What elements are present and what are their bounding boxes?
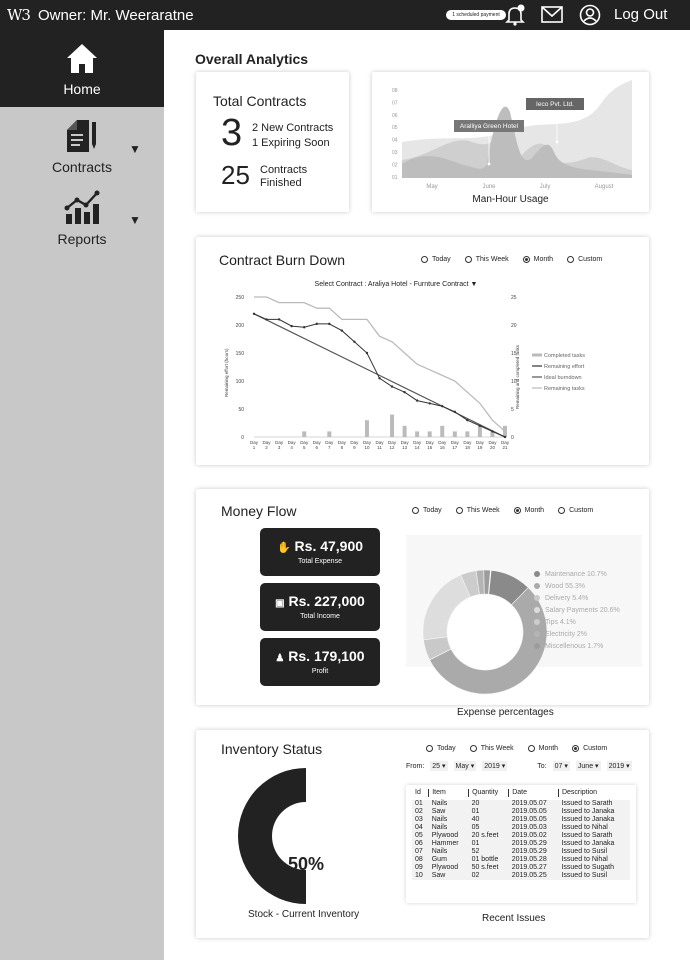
right-axis-label: Remaining and completed tasks [515,344,520,409]
remaining-effort-point [403,391,405,393]
bell-icon[interactable] [505,4,525,26]
table-cell: 02 [415,808,423,815]
table-cell: Issued to Susil [561,872,607,879]
man-hour-x-tick: May [426,184,438,190]
remaining-effort-point [328,323,330,325]
burndown-filter-month[interactable]: Month [523,256,553,263]
legend-label: Completed tasks [544,353,585,359]
burndown-filter-week[interactable]: This Week [465,256,509,263]
inventory-column-header: Date [509,789,559,799]
inventory-column-header: Quantity [469,789,509,799]
radio-icon[interactable] [426,745,433,752]
stock-gauge [236,766,376,906]
remaining-effort-point [278,318,280,320]
day-tick-number: 19 [477,445,483,450]
expiring-contracts-text: 1 Expiring Soon [252,137,330,149]
day-tick-number: 3 [277,445,281,450]
table-cell: 20 [471,800,480,807]
remaining-effort-point [504,436,506,438]
table-cell: 01 [471,808,480,815]
completed-task-bar [302,431,306,437]
contract-icon [63,118,101,156]
legend-label: Remaining tasks [544,386,585,392]
remaining-effort-point [416,399,418,401]
remaining-effort-point [341,329,343,331]
finished-label-2: Finished [260,177,302,189]
inventory-column-header: Item [429,789,469,799]
table-cell: 2019.05.05 [511,816,547,823]
right-axis-tick: 25 [511,295,517,301]
sidebar-label-reports: Reports [57,231,107,247]
day-tick-label: Day [388,440,397,445]
remaining-effort-point [303,326,305,328]
chart-icon [64,190,100,226]
left-axis-tick: 150 [235,351,244,357]
table-cell: 2019.05.07 [511,800,547,807]
man-hour-x-tick: June [482,184,496,190]
stock-percent: 50% [287,854,325,874]
radio-selected-icon[interactable] [572,745,579,752]
expense-legend-item [534,628,620,640]
inventory-filter-group [426,745,607,752]
table-cell: 2019.05.29 [511,840,547,847]
sidebar-label-home: Home [63,81,101,97]
finished-contracts-count: 25 [221,160,250,190]
day-tick-label: Day [400,440,409,445]
man-hour-x-tick: July [539,184,551,190]
table-cell: 50 s.feet [471,864,499,871]
table-cell: 40 [471,816,480,823]
main-content [164,30,690,960]
day-tick-label: Day [425,440,434,445]
expense-legend-item [534,616,620,628]
day-tick-number: 16 [439,445,445,450]
table-row[interactable] [412,848,630,856]
table-cell: 09 [415,864,423,871]
table-row[interactable] [412,799,630,809]
inventory-column-header: Id [415,789,421,796]
day-tick-number: 6 [315,445,319,450]
sidebar-label-contracts: Contracts [52,159,112,175]
man-hour-y-tick: 01 [392,174,398,181]
table-cell: Issued to Susil [561,848,607,855]
burndown-filter-today[interactable]: Today [421,256,451,263]
profit-caption: Profit [311,668,329,675]
man-hour-y-tick: 07 [392,100,398,107]
day-tick-label: Day [312,440,321,445]
table-cell: Issued to Nihal [561,856,608,863]
remaining-effort-point [466,419,468,421]
day-tick-number: 17 [452,445,458,450]
man-hour-caption: Man-Hour Usage [472,194,549,205]
table-cell: Gum [431,856,447,863]
expense-legend-item [534,592,620,604]
expense-legend-item [534,604,620,616]
table-cell: Nails [431,800,448,807]
legend-dot-icon [534,619,540,625]
day-tick-number: 12 [389,445,395,450]
radio-icon[interactable] [528,745,535,752]
table-cell: Issued to Janaka [561,840,615,847]
recent-issues-caption: Recent Issues [482,913,546,924]
money-filter-week[interactable]: This Week [456,507,500,514]
legend-dot-icon [534,595,540,601]
table-cell: 04 [415,824,423,831]
table-cell: 2019.05.03 [511,824,547,831]
remaining-effort-point [366,352,368,354]
man-hour-y-tick: 02 [392,162,398,169]
mail-icon[interactable] [541,6,563,23]
owner-name: Owner: Mr. Weeraratne [37,6,194,24]
legend-dot-icon [534,643,540,649]
to-year-select[interactable]: 2019 ▾ [608,763,630,770]
gauge-filled-half [238,768,306,904]
day-tick-label: Day [362,440,371,445]
completed-task-bar [390,415,394,437]
table-row[interactable] [412,864,630,872]
table-row[interactable] [412,808,630,816]
remaining-effort-point [454,411,456,413]
remaining-effort-point [353,341,355,343]
banknote-icon: ▣ [275,598,285,609]
table-row[interactable] [412,840,630,848]
table-cell: 08 [415,856,423,863]
table-row[interactable] [412,832,630,840]
table-cell: Plywood [431,864,459,871]
money-filter-month[interactable]: Month [514,507,544,514]
remaining-effort-point [290,325,292,327]
from-day-select[interactable]: 25 ▾ [432,763,446,770]
money-flow-title: Money Flow [221,503,297,519]
profit-value: ♟ Rs. 179,100 [275,648,365,664]
remaining-effort-point [479,425,481,427]
expense-legend-label: Salary Payments 20.6% [545,606,620,614]
day-tick-label: Day [262,440,271,445]
day-tick-number: 10 [364,445,370,450]
day-tick-number: 7 [328,445,331,450]
table-cell: 02 [471,872,480,879]
day-tick-number: 15 [427,445,433,450]
table-cell: 10 [415,872,423,879]
table-cell: Nails [431,848,448,855]
to-label: To: [537,762,547,770]
table-row[interactable] [412,824,630,832]
expense-legend-label: Tips 4.1% [545,618,576,626]
sidebar-item-home[interactable] [0,30,164,107]
date-range-row [406,761,632,771]
money-filter-custom[interactable]: Custom [558,507,593,514]
money-flow-card [196,489,649,718]
expense-legend-label: Maintenance 10.7% [545,570,607,578]
recent-issues-table [412,789,630,880]
table-row[interactable] [412,856,630,864]
analytics-heading: Overall Analytics [195,51,309,67]
day-tick-number: 13 [402,445,408,450]
top-bar [0,0,690,30]
table-cell: Issued to Janaka [561,808,615,815]
completed-task-bar [327,431,331,437]
day-tick-number: 18 [464,445,470,450]
right-axis-tick: 15 [511,351,517,357]
to-day-select[interactable]: 07 ▾ [554,763,568,770]
expense-legend-item [534,580,620,592]
day-tick-label: Day [287,440,296,445]
man-hour-y-tick: 03 [392,150,398,156]
completed-task-bar [465,431,469,437]
table-cell: 2019.05.29 [511,848,547,855]
expense-legend-item [534,640,620,652]
right-axis-tick: 20 [511,323,517,329]
day-tick-number: 5 [302,445,306,450]
table-cell: Issued to Sarath [561,800,613,807]
day-tick-label: Day [375,440,384,445]
day-tick-number: 4 [290,445,293,450]
table-cell: 2019.05.02 [511,832,547,839]
table-cell: 20 s.feet [471,832,499,839]
day-tick-label: Day [249,440,259,445]
scheduled-payment-badge[interactable]: 1 scheduled payment [446,10,506,20]
completed-task-bar [440,426,444,437]
from-year-select[interactable]: 2019 ▾ [484,763,506,770]
total-expense-value: ✋ Rs. 47,900 [276,538,364,554]
remaining-tasks-line [254,297,505,431]
day-tick-number: 14 [414,445,420,450]
day-tick-number: 11 [377,445,382,450]
table-cell: 05 [471,824,480,831]
left-axis-tick: 0 [241,435,244,441]
inventory-filter-month[interactable]: Month [528,745,558,752]
inventory-title: Inventory Status [221,741,323,757]
legend-dot-icon [534,631,540,637]
recent-issues-panel [406,785,636,903]
completed-task-bar [403,426,407,437]
legend-dot-icon [534,571,540,577]
man-hour-y-tick: 04 [392,137,398,144]
table-row[interactable] [412,872,630,880]
expense-legend-item [534,568,620,580]
to-month-select[interactable]: June ▾ [577,763,599,770]
select-contract-dropdown[interactable]: Select Contract : Araliya Hotel - Furnture Contract ▼ [314,281,478,288]
stock-caption: Stock - Current Inventory [248,909,360,920]
day-tick-number: 8 [340,445,344,450]
day-tick-label: Day [463,440,472,445]
inventory-filter-today[interactable]: Today [426,745,456,752]
total-contracts-title: Total Contracts [213,93,307,109]
man-hour-y-tick: 05 [392,125,398,132]
remaining-effort-point [391,385,393,387]
left-axis-tick: 100 [235,379,244,385]
expense-legend [534,568,620,652]
expense-legend-label: Miscellenous 1.7% [545,642,604,650]
remaining-effort-point [378,377,380,379]
day-tick-label: Day [413,440,422,445]
day-tick-label: Day [500,440,510,445]
completed-task-bar [415,431,419,437]
day-tick-label: Day [475,440,484,445]
legend-dot-icon [534,583,540,589]
remaining-effort-point [429,402,431,404]
expense-legend-label: Electricity 2% [545,630,588,638]
legend-dot-icon [534,607,540,613]
man-hour-x-tick: August [594,184,614,190]
table-cell: 01 [471,840,480,847]
completed-task-bar [428,431,432,437]
total-income-caption: Total Income [300,613,340,620]
user-icon[interactable] [579,4,601,26]
ideal-burndown-line [254,314,505,437]
w3-logo[interactable]: W3 [7,6,30,24]
right-axis-tick: 0 [511,435,514,441]
burndown-filter-custom[interactable]: Custom [567,256,602,263]
money-filter-today[interactable]: Today [412,507,442,514]
table-cell: Saw [431,808,446,815]
annotation-ieco: Ieco Pvt. Ltd. [536,101,574,108]
man-hour-chart [372,72,649,212]
legend-label: Remaining effort [544,364,585,370]
expense-legend-label: Wood 55.3% [545,582,585,590]
day-tick-number: 2 [265,445,268,450]
man-hour-card [372,72,649,212]
right-axis-tick: 10 [511,379,517,385]
table-cell: Issued to Janaka [561,816,615,823]
burndown-card [196,237,649,465]
contracts-chevron-down-icon[interactable]: ▼ [129,142,141,156]
man-hour-y-tick: 08 [392,88,398,94]
total-contracts-card [196,72,349,212]
annotation-aralliya: Aralliya Green Hotel [459,123,519,130]
expense-caption: Expense percentages [457,707,554,718]
from-label: From: [406,762,425,770]
day-tick-label: Day [300,440,309,445]
table-cell: 52 [471,848,480,855]
day-tick-label: Day [438,440,447,445]
left-axis-tick: 50 [238,407,244,413]
money-hand-icon: ✋ [276,542,291,554]
table-cell: 03 [415,816,423,823]
remaining-effort-point [265,318,267,320]
remaining-effort-point [253,313,255,315]
table-cell: 2019.05.27 [511,864,547,871]
day-tick-number: 21 [502,445,508,450]
new-contracts-text: 2 New Contracts [252,122,334,134]
table-cell: 2019.05.25 [511,872,547,879]
finished-label-1: Contracts [260,164,308,176]
remaining-effort-point [491,430,493,432]
table-cell: Issued to Sarath [561,832,613,839]
remaining-effort-point [441,405,443,407]
table-cell: Issued to Sugath [561,864,615,871]
table-cell: Hammer [431,840,459,847]
active-contracts-count: 3 [221,112,243,154]
table-row[interactable] [412,816,630,824]
burndown-chart [196,237,649,465]
table-cell: 2019.05.05 [511,808,547,815]
right-axis-tick: 5 [511,407,514,413]
day-tick-label: Day [325,440,334,445]
table-cell: Saw [431,872,446,879]
left-axis-label: Remaining effort (hours) [224,348,229,397]
completed-task-bar [365,420,369,437]
left-axis-tick: 200 [235,323,244,329]
day-tick-number: 9 [353,445,356,450]
man-hour-y-tick: 06 [392,112,398,119]
table-cell: 05 [415,832,423,839]
total-income-value: ▣ Rs. 227,000 [275,593,365,609]
remaining-effort-point [316,323,318,325]
completed-task-bar [478,426,482,437]
table-cell: 2019.05.28 [511,856,547,863]
donut-hole [448,595,523,670]
home-icon [64,40,100,76]
legend-label: Ideal burndown [544,375,582,381]
table-cell: 01 [415,800,423,807]
inventory-filter-custom[interactable]: Custom [572,745,607,752]
money-bag-icon: ♟ [275,653,285,664]
inventory-card [196,730,649,938]
table-cell: 06 [415,840,423,847]
table-cell: Issued to Nihal [561,824,608,831]
inventory-column-header: Description [558,789,630,799]
from-month-select[interactable]: May ▾ [455,763,475,770]
table-cell: 07 [415,848,423,855]
day-tick-number: 20 [489,445,495,450]
radio-icon[interactable] [470,745,477,752]
table-cell: Nails [431,816,448,823]
total-expense-caption: Total Expense [298,558,342,565]
expense-legend-label: Delivery 5.4% [545,594,589,602]
inventory-filter-week[interactable]: This Week [470,745,514,752]
sidebar [0,30,164,960]
day-tick-label: Day [450,440,459,445]
table-cell: Plywood [431,832,459,839]
day-tick-label: Day [337,440,346,445]
day-tick-label: Day [488,440,497,445]
day-tick-number: 1 [252,445,256,450]
day-tick-label: Day [275,440,284,445]
table-cell: 01 bottle [471,856,499,863]
completed-task-bar [453,431,457,437]
day-tick-label: Day [350,440,359,445]
logout-button[interactable]: Log Out [614,6,668,23]
left-axis-tick: 250 [235,295,244,301]
table-cell: Nails [431,824,448,831]
reports-chevron-down-icon[interactable]: ▼ [129,213,141,227]
burndown-title: Contract Burn Down [219,252,346,268]
